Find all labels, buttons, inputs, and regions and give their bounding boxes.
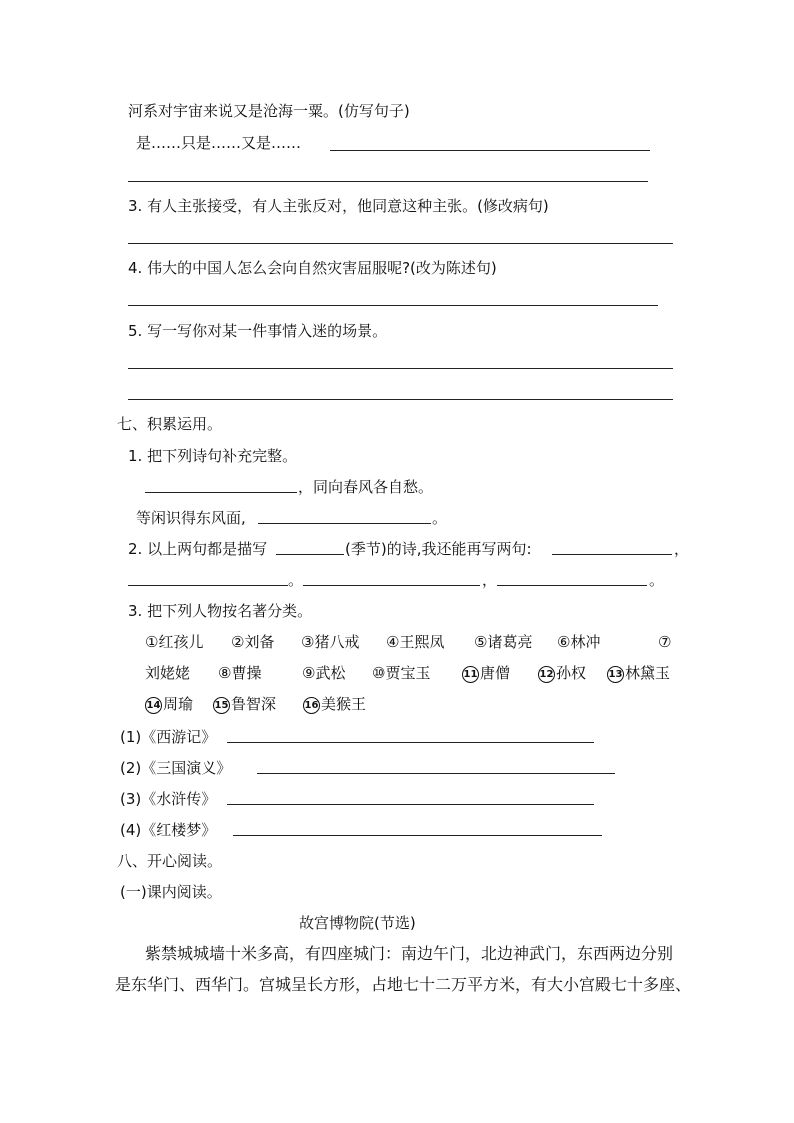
answer-line[interactable]	[227, 742, 594, 743]
sentence-pattern: 是……只是……又是……	[136, 134, 302, 152]
answer-line[interactable]	[128, 243, 673, 244]
period: 。	[649, 571, 665, 589]
comma: ，	[482, 571, 498, 589]
answer-line[interactable]	[128, 368, 673, 369]
answer-line[interactable]	[128, 305, 658, 306]
character-item: 12 孙权	[539, 664, 587, 682]
poem-blank-1[interactable]	[145, 492, 297, 493]
passage-paragraph: 紫禁城城墙十米多高，有四座城门：南边午门，北边神武门，东西两边分别	[145, 944, 674, 963]
book-label-xiyouji: (1)《西游记》	[120, 728, 217, 746]
period: 。	[288, 571, 304, 589]
question-3-correct-sentence: 3. 有人主张接受，有人主张反对，他同意这种主张。(修改病句)	[128, 197, 549, 215]
number-12-badge: 12	[538, 666, 555, 683]
character-item: ⑩贾宝玉	[372, 664, 431, 682]
poem-blank-2[interactable]	[258, 523, 431, 524]
character-number: ⑦	[658, 633, 672, 651]
answer-line[interactable]	[227, 804, 594, 805]
season-blank[interactable]	[276, 554, 344, 555]
book-label-shuihu: (3)《水浒传》	[120, 790, 217, 808]
character-item: ⑨武松	[302, 664, 346, 682]
character-item: ⑧曹操	[218, 664, 262, 682]
character-item: ③猪八戒	[301, 633, 360, 651]
character-item: ④王熙凤	[386, 633, 445, 651]
character-item: ②刘备	[231, 633, 275, 651]
poem-line-2-end: 。	[432, 509, 448, 527]
passage-paragraph: 是东华门、西华门。宫城呈长方形，占地七十二万平方米，有大小宫殿七十多座、	[115, 975, 692, 994]
book-label-sanguo: (2)《三国演义》	[120, 759, 232, 777]
answer-line[interactable]	[128, 181, 648, 182]
question-1-poem: 1. 把下列诗句补充完整。	[128, 447, 298, 465]
book-label-honglou: (4)《红楼梦》	[120, 821, 217, 839]
character-item: 13 林黛玉	[608, 664, 671, 682]
verse-blank-2[interactable]	[128, 585, 288, 586]
comma: ，	[674, 540, 690, 558]
answer-line[interactable]	[233, 835, 602, 836]
number-13-badge: 13	[607, 666, 624, 683]
character-item: 14 周瑜	[146, 695, 194, 713]
question-2-season: 2. 以上两句都是描写	[128, 540, 268, 558]
question-4-declarative: 4. 伟大的中国人怎么会向自然灾害屈服呢?(改为陈述句)	[128, 259, 497, 277]
character-item: ⑥林冲	[557, 633, 601, 651]
section-7-heading: 七、积累运用。	[117, 415, 223, 433]
number-11-badge: 11	[462, 666, 479, 683]
answer-line[interactable]	[128, 399, 673, 400]
sentence-continuation: 河系对宇宙来说又是沧海一粟。(仿写句子)	[128, 102, 410, 120]
character-item: 刘姥姥	[145, 664, 191, 682]
number-15-badge: 15	[213, 697, 230, 714]
character-item: ⑤诸葛亮	[474, 633, 533, 651]
poem-line-1: ，同向春风各自愁。	[298, 478, 434, 496]
poem-line-2: 等闲识得东风面,	[136, 509, 246, 527]
question-2-text: (季节)的诗,我还能再写两句:	[345, 540, 532, 558]
verse-blank-4[interactable]	[497, 585, 647, 586]
character-item: 11 唐僧	[463, 664, 511, 682]
verse-blank-3[interactable]	[303, 585, 480, 586]
character-item: 16 美猴王	[304, 695, 367, 713]
question-5-writing: 5. 写一写你对某一件事情入迷的场景。	[128, 322, 388, 340]
character-item: ①红孩儿	[145, 633, 204, 651]
section-8-heading: 八、开心阅读。	[117, 852, 223, 870]
character-item: 15 鲁智深	[214, 695, 277, 713]
number-14-badge: 14	[145, 697, 162, 714]
question-3-classify: 3. 把下列人物按名著分类。	[128, 602, 313, 620]
number-16-badge: 16	[303, 697, 320, 714]
verse-blank-1[interactable]	[552, 554, 672, 555]
reading-subheading: (一)课内阅读。	[120, 883, 222, 901]
answer-line[interactable]	[257, 773, 615, 774]
passage-title: 故宫博物院(节选)	[299, 914, 416, 932]
answer-line[interactable]	[330, 150, 650, 151]
